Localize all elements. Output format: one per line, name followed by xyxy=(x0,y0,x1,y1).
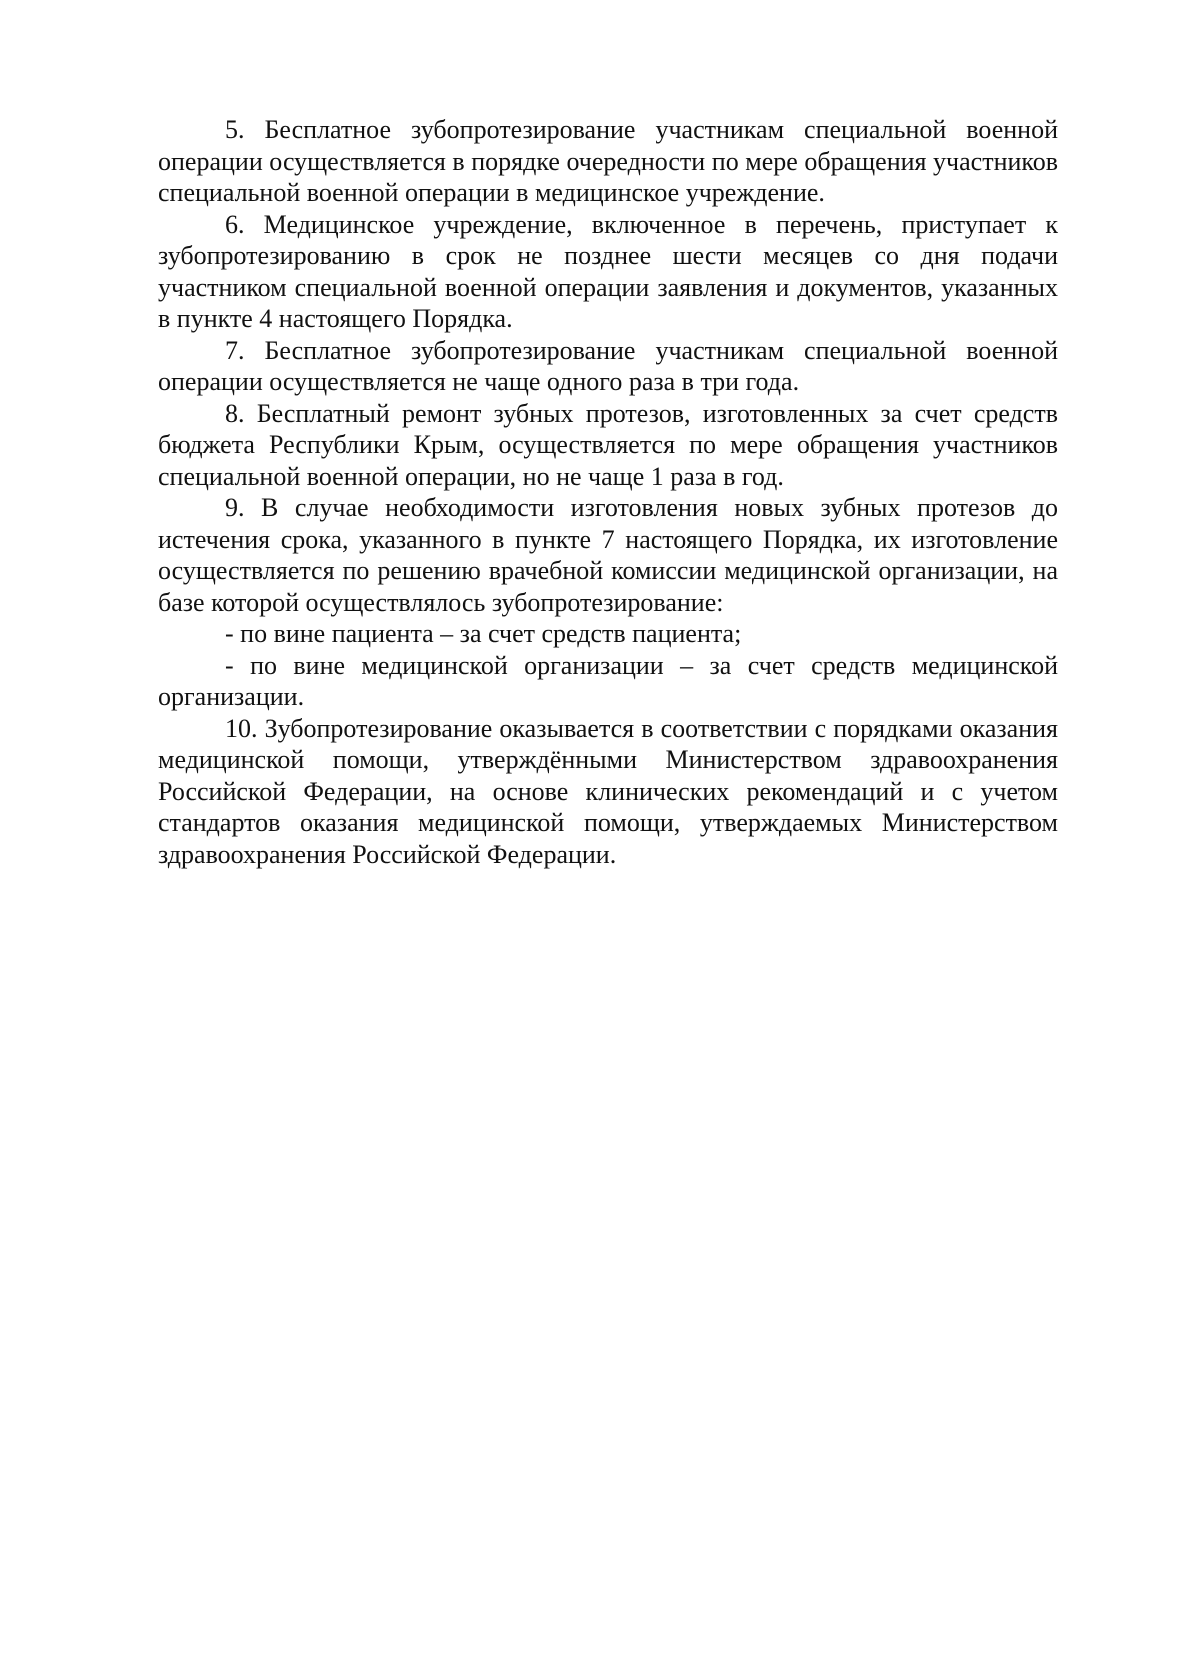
paragraph-item-9-bullet-organization: - по вине медицинской организации – за счет средств медицинской организации. xyxy=(158,650,1058,711)
paragraph-item-9: 9. В случае необходимости изготовления новых зубных протезов до истечения срока, указанного в пункте 7 настоящего Порядка, их изготовление осуществляется по решению врачебной комиссии медицинской организации, на базе которой осуществлялось зубопротезирование: xyxy=(158,493,1058,617)
paragraph-item-10: 10. Зубопротезирование оказывается в соответствии с порядками оказания медицинской помощи, утверждёнными Министерством здравоохранения Российской Федерации, на основе клинических рекомендаций и с учетом стандартов оказания медицинской помощи, утверждаемых Министерством здравоохранения Российской Федерации. xyxy=(158,713,1058,869)
document-body xyxy=(158,114,1058,870)
paragraph-item-8: 8. Бесплатный ремонт зубных протезов, изготовленных за счет средств бюджета Республики Крым, осуществляется по мере обращения участников специальной военной операции, но не чаще 1 раза в год. xyxy=(158,398,1058,491)
paragraph-item-5: 5. Бесплатное зубопротезирование участникам специальной военной операции осуществляется в порядке очередности по мере обращения участников специальной военной операции в медицинское учреждение. xyxy=(158,115,1058,207)
paragraph-item-7: 7. Бесплатное зубопротезирование участникам специальной военной операции осуществляется не чаще одного раза в три года. xyxy=(158,335,1058,396)
paragraph-item-9-bullet-patient: - по вине пациента – за счет средств пациента; xyxy=(225,619,742,648)
paragraph-item-6: 6. Медицинское учреждение, включенное в перечень, приступает к зубопротезированию в срок не позднее шести месяцев со дня подачи участником специальной военной операции заявления и документов, указанных в пункте 4 настоящего Порядка. xyxy=(158,209,1058,333)
